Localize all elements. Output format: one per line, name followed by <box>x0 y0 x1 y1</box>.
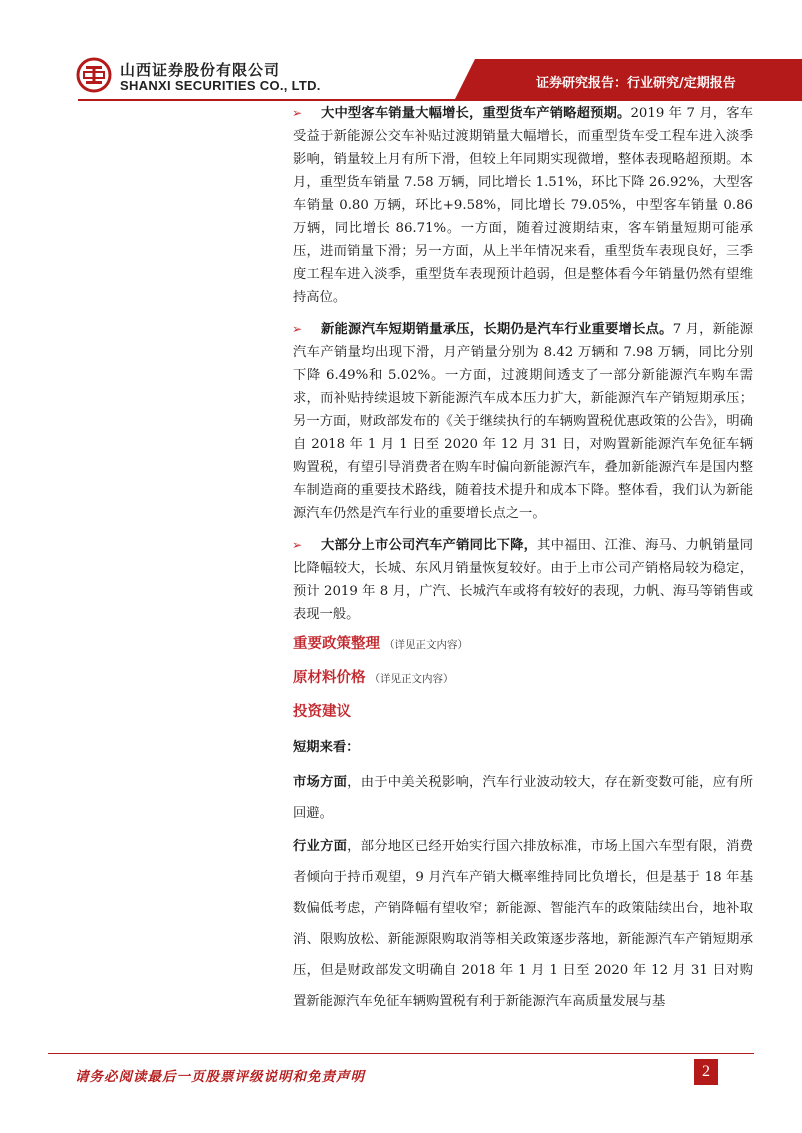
report-type-label: 证券研究报告：行业研究/定期报告 <box>536 76 736 91</box>
company-name-en: SHANXI SECURITIES CO., LTD. <box>120 78 321 93</box>
footer-disclaimer: 请务必阅读最后一页股票评级说明和免责声明 <box>75 1069 365 1085</box>
section-title-policy <box>293 634 753 655</box>
bullet-lead: 新能源汽车短期销量承压，长期仍是汽车行业重要增长点。 <box>321 322 673 337</box>
bullet-body: 其中福田、江淮、海马、力帆销量同比降幅较大，长城、东风月销量恢复较好。由于上市公司产销格局较为稳定，预计 2019 年 8 月，广汽、长城汽车或将有较好的表现，力帆、海马等销售或表现一般。 <box>293 538 754 622</box>
section-note: （详见正文内容） <box>369 673 454 685</box>
section-note: （详见正文内容） <box>384 639 468 651</box>
bullet-body: 7 月，新能源汽车产销量均出现下滑，月产销量分别为 8.42 万辆和 7.98 万辆，同比分别下降 6.49%和 5.02%。一方面，过渡期间透支了一部分新能源汽车购车需求，而补贴持续退坡下新能源汽车成本压力扩大，新能源汽车产销短期承压；另一方面，财政部发布的《关于继续执行的车辆购置税优惠政策的公告》，明确自 2018 年 1 月 1 日至 2020 年 12 月 31 日，对购置新能源汽车免征车辆购置税，有望引导消费者在购车时偏向新能源汽车，叠加新能源汽车是国内整车制造商的重要技术路线，随着技术提升和成本下降。整体看，我们认为新能源汽车仍然是汽车行业的重要增长点之一。 <box>293 322 754 521</box>
report-body <box>293 102 753 1017</box>
arrow-bullet-icon: ➢ <box>292 538 303 552</box>
bullet-lead: 大部分上市公司汽车产销同比下降， <box>321 538 538 553</box>
company-name-cn: 山西证券股份有限公司 <box>120 61 281 79</box>
industry-paragraph <box>293 831 753 1017</box>
footer-divider <box>48 1053 754 1054</box>
industry-lead: 行业方面 <box>293 839 348 854</box>
bullet-item <box>293 534 753 626</box>
bullet-body: 2019 年 7 月，客车受益于新能源公交车补贴过渡期销量大幅增长，而重型货车受工程车进入淡季影响，销量较上月有所下滑，但较上年同期实现微增，整体表现略超预期。本月，重型货车销量 7.58 万辆，同比增长 1.51%，环比下降 26.92%，大型客车销量 0.80 万辆，环比+9.58%，同比增长 79.05%，中型客车销量 0.86 万辆，同比增长 86.71%。一方面，随着过渡期结束，客车销量短期可能承压，进而销量下滑；另一方面，从上半年情况来看，重型货车表现良好，三季度工程车进入淡季，重型货车表现预计趋弱，但是整体看今年销量仍然有望维持高位。 <box>293 106 753 305</box>
header-divider <box>78 99 802 101</box>
arrow-bullet-icon: ➢ <box>292 106 303 120</box>
page-header <box>0 0 802 100</box>
market-paragraph <box>293 767 753 829</box>
bullet-item <box>293 102 753 309</box>
arrow-bullet-icon: ➢ <box>292 322 303 336</box>
market-body: ，由于中美关税影响，汽车行业波动较大，存在新变数可能，应有所回避。 <box>293 775 754 821</box>
short-term-heading: 短期来看： <box>293 740 360 755</box>
section-title-investment <box>293 702 753 722</box>
industry-body: ，部分地区已经开始实行国六排放标准，市场上国六车型有限，消费者倾向于持币观望，9 月汽车产销大概率维持同比负增长，但是基于 18 年基数偏低考虑，产销降幅有望收窄；新能源、智能汽车的政策陆续出台，地补取消、限购放松、新能源限购取消等相关政策逐步落地，新能源汽车产销短期承压，但是财政部发文明确自 2018 年 1 月 1 日至 2020 年 12 月 31 日对购置新能源汽车免征车辆购置税有利于新能源汽车高质量发展与基 <box>293 839 754 1009</box>
market-lead: 市场方面 <box>293 775 348 790</box>
bullet-lead: 大中型客车销量大幅增长，重型货车产销略超预期。 <box>321 106 631 121</box>
section-title-text: 投资建议 <box>293 704 351 720</box>
shanxi-securities-logo-icon <box>76 57 112 93</box>
section-title-materials <box>293 668 753 689</box>
bullet-item <box>293 318 753 525</box>
page-number: 2 <box>694 1059 718 1085</box>
section-title-text: 原材料价格 <box>293 670 366 686</box>
section-title-text: 重要政策整理 <box>293 636 380 652</box>
